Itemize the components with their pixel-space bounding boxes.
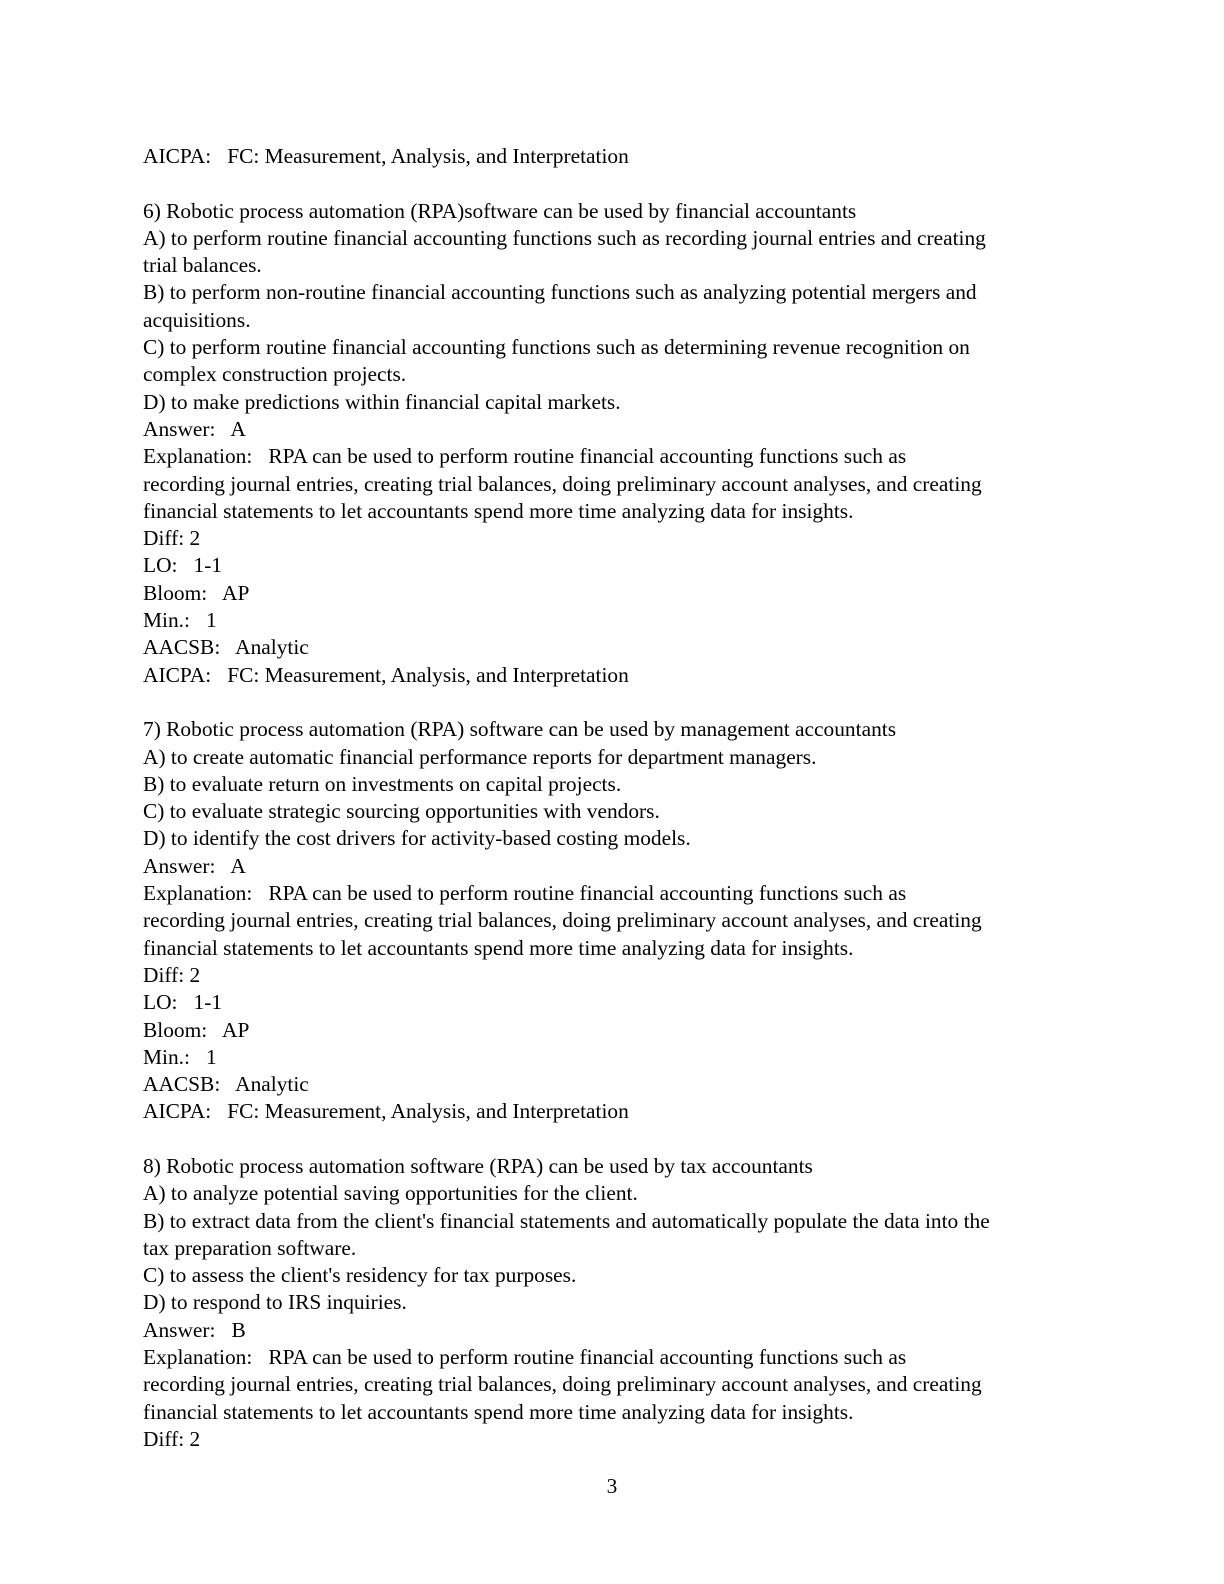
aacsb: AACSB: Analytic — [143, 635, 309, 660]
bloom-level: Bloom: AP — [143, 1017, 250, 1042]
option-a: A) to analyze potential saving opportunities for the client. — [143, 1181, 638, 1206]
minutes: Min.: 1 — [143, 608, 217, 633]
option-d: D) to respond to IRS inquiries. — [143, 1290, 407, 1315]
option-b: B) to evaluate return on investments on capital projects. — [143, 771, 622, 796]
difficulty: Diff: 2 — [143, 526, 201, 551]
explanation-continued: financial statements to let accountants spend more time analyzing data for insights. — [143, 935, 854, 960]
question-text: 8) Robotic process automation software (RPA) can be used by tax accountants — [143, 1153, 813, 1178]
difficulty: Diff: 2 — [143, 1426, 201, 1451]
bloom-level: Bloom: AP — [143, 580, 250, 605]
minutes: Min.: 1 — [143, 1044, 217, 1069]
option-c: C) to perform routine financial accounting functions such as determining revenue recognition on — [143, 335, 970, 360]
option-a-continued: trial balances. — [143, 253, 262, 278]
option-c: C) to assess the client's residency for tax purposes. — [143, 1263, 577, 1288]
explanation: Explanation: RPA can be used to perform routine financial accounting functions such as — [143, 444, 907, 469]
option-c: C) to evaluate strategic sourcing opportunities with vendors. — [143, 799, 660, 824]
option-b: B) to perform non-routine financial accounting functions such as analyzing potential mergers and — [143, 280, 977, 305]
learning-objective: LO: 1-1 — [143, 553, 223, 578]
option-b: B) to extract data from the client's financial statements and automatically populate the data into the — [143, 1208, 990, 1233]
question-block-7 — [143, 716, 1083, 1125]
page-number: 3 — [606, 1474, 618, 1498]
question-text: 7) Robotic process automation (RPA) software can be used by management accountants — [143, 717, 897, 742]
explanation-continued: recording journal entries, creating trial balances, doing preliminary account analyses, and creating — [143, 471, 982, 496]
explanation-continued: recording journal entries, creating trial balances, doing preliminary account analyses, and creating — [143, 908, 982, 933]
option-d: D) to make predictions within financial capital markets. — [143, 389, 621, 414]
option-d: D) to identify the cost drivers for activity-based costing models. — [143, 826, 691, 851]
question-block-6 — [143, 198, 1083, 689]
explanation: Explanation: RPA can be used to perform routine financial accounting functions such as — [143, 881, 907, 906]
option-a: A) to perform routine financial accounting functions such as recording journal entries and creating — [143, 225, 986, 250]
aicpa-line: AICPA: FC: Measurement, Analysis, and Interpretation — [143, 144, 629, 168]
aicpa: AICPA: FC: Measurement, Analysis, and Interpretation — [143, 1099, 629, 1124]
answer: Answer: B — [143, 1317, 246, 1342]
answer: Answer: A — [143, 853, 246, 878]
spacer — [143, 170, 1083, 197]
learning-objective: LO: 1-1 — [143, 990, 223, 1015]
option-b-continued: tax preparation software. — [143, 1235, 357, 1260]
spacer — [143, 1126, 1083, 1153]
aicpa: AICPA: FC: Measurement, Analysis, and Interpretation — [143, 662, 629, 687]
difficulty: Diff: 2 — [143, 962, 201, 987]
explanation-continued: financial statements to let accountants spend more time analyzing data for insights. — [143, 1399, 854, 1424]
question-text: 6) Robotic process automation (RPA)software can be used by financial accountants — [143, 198, 857, 223]
option-b-continued: acquisitions. — [143, 307, 251, 332]
spacer — [143, 689, 1083, 716]
explanation-continued: recording journal entries, creating trial balances, doing preliminary account analyses, and creating — [143, 1372, 982, 1397]
option-c-continued: complex construction projects. — [143, 362, 407, 387]
option-a: A) to create automatic financial performance reports for department managers. — [143, 744, 817, 769]
question-block-8 — [143, 1153, 1083, 1453]
aacsb: AACSB: Analytic — [143, 1072, 309, 1097]
explanation: Explanation: RPA can be used to perform routine financial accounting functions such as — [143, 1345, 907, 1370]
explanation-continued: financial statements to let accountants spend more time analyzing data for insights. — [143, 498, 854, 523]
document-page — [143, 143, 1083, 1453]
answer: Answer: A — [143, 416, 246, 441]
